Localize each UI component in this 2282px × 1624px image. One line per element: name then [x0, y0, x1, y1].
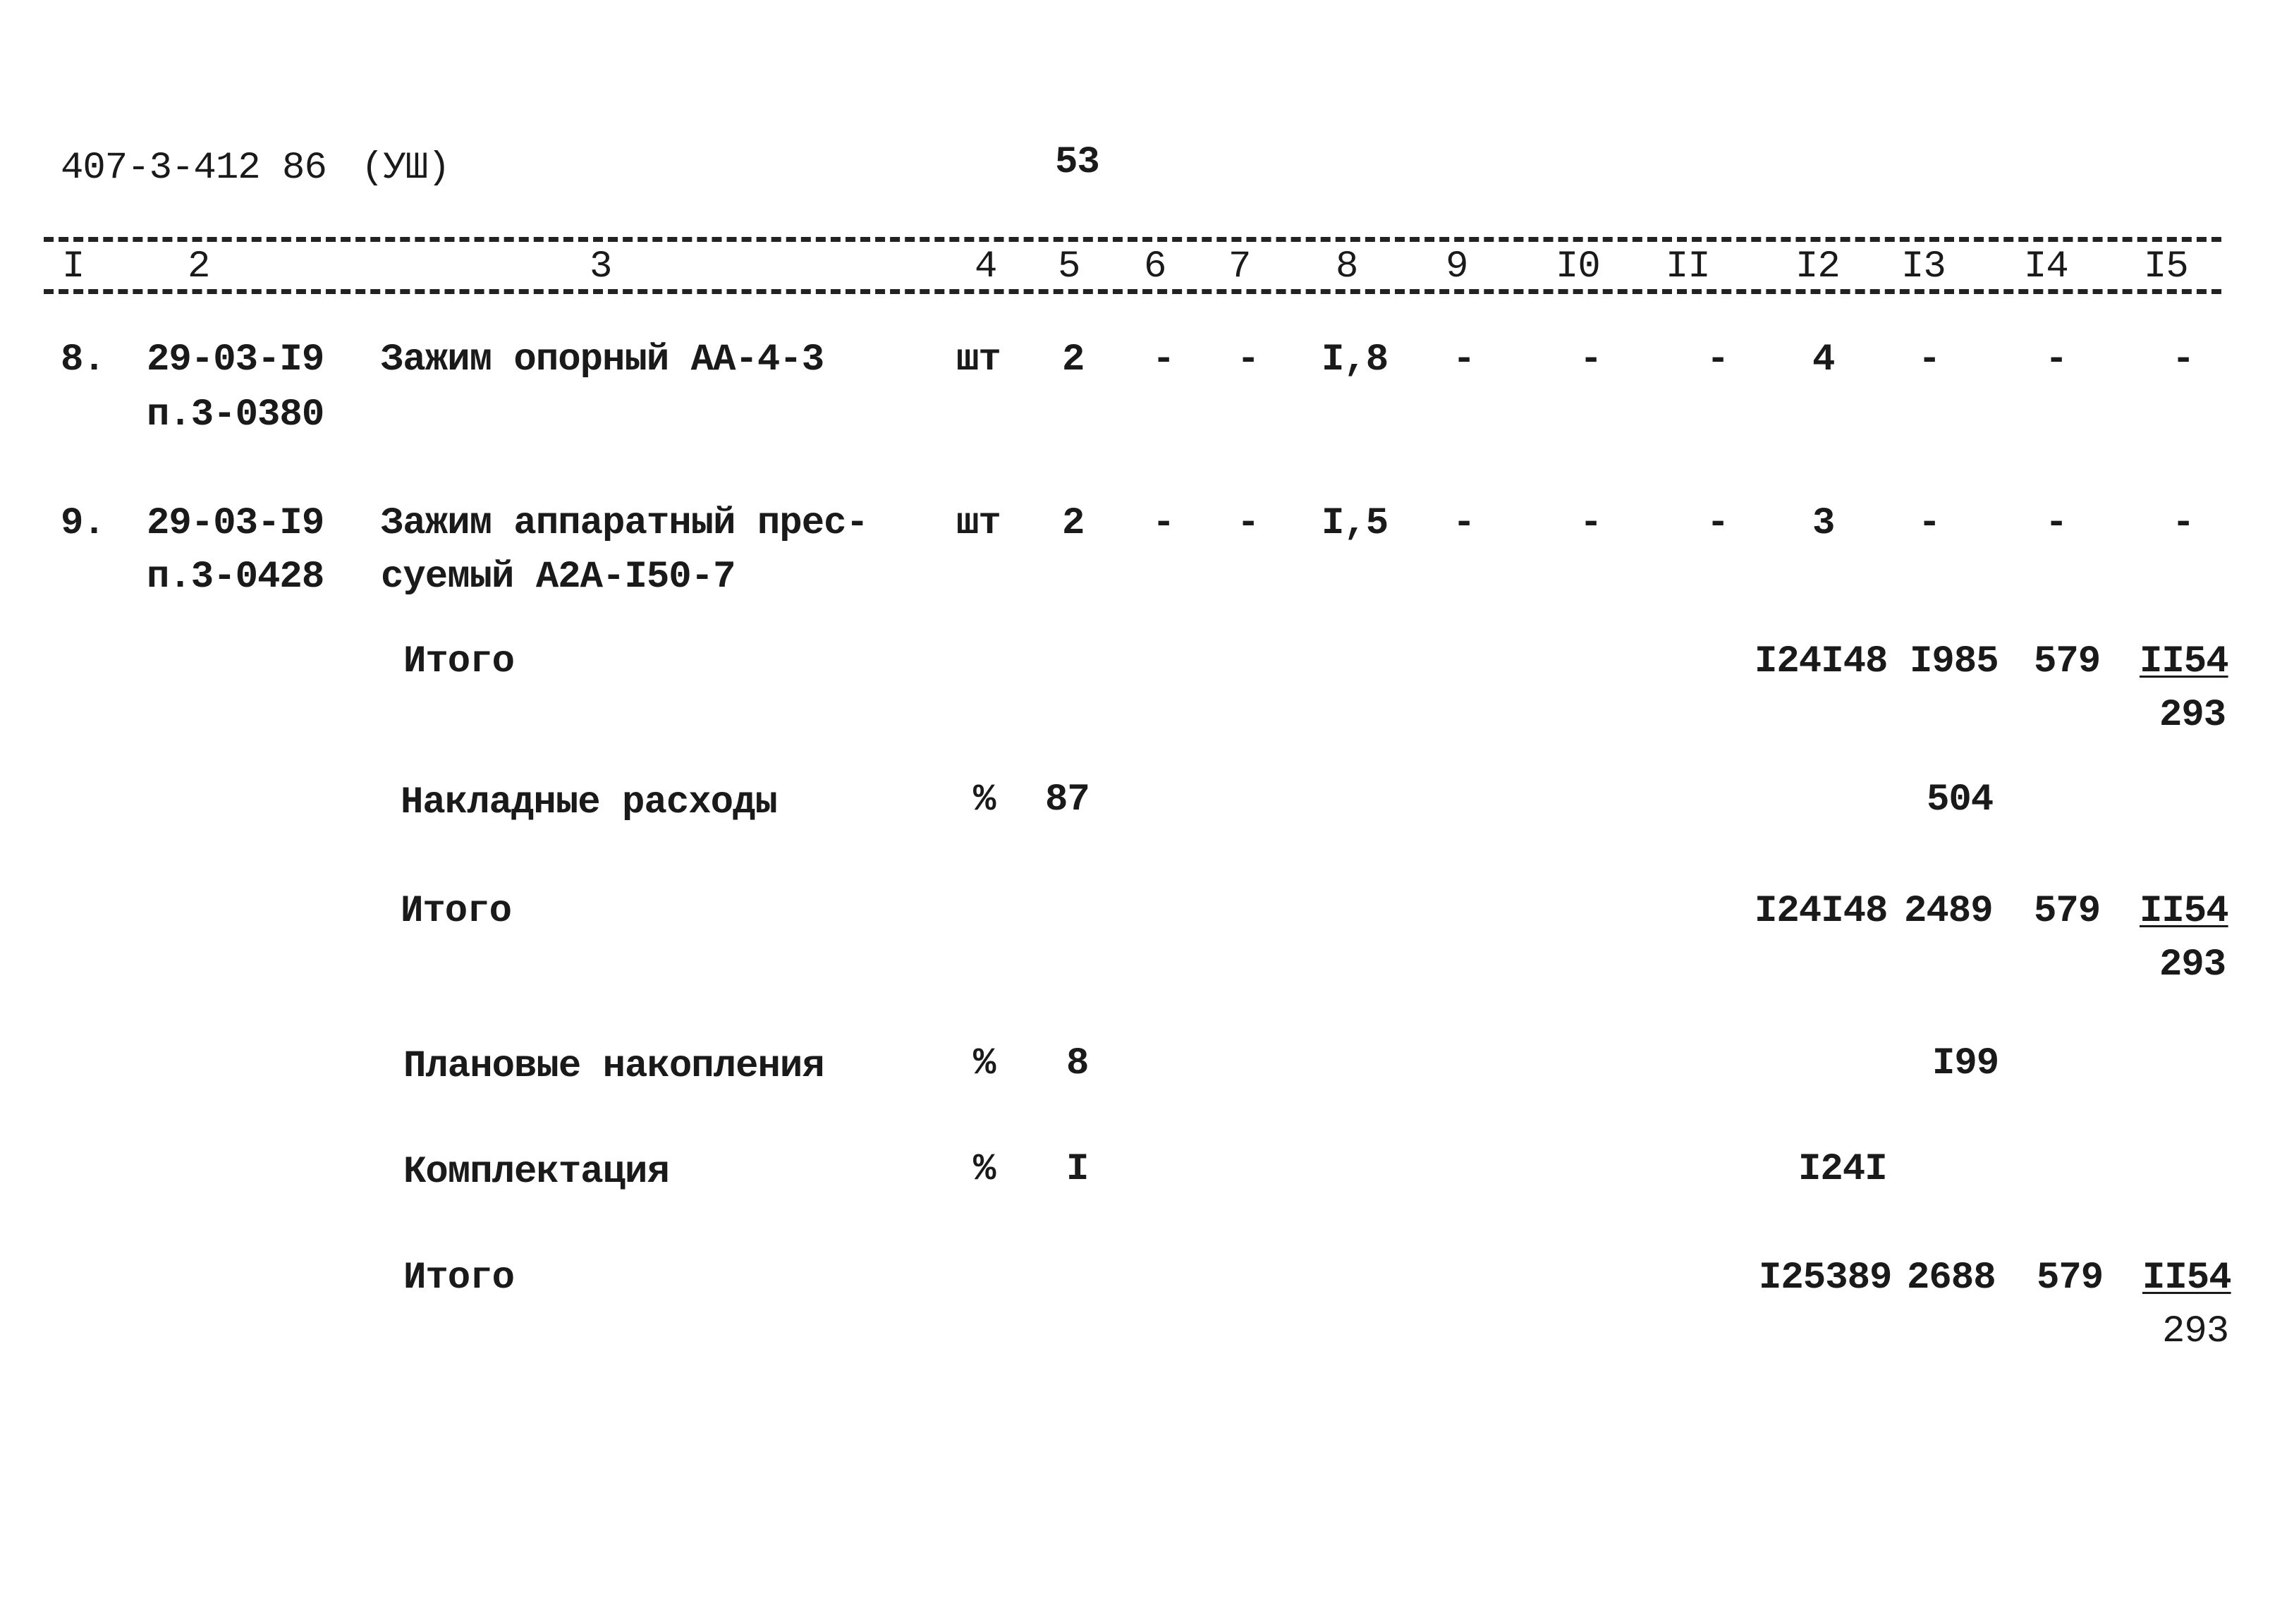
summary-value: 8: [1066, 1042, 1089, 1085]
col-header-10: I0: [1556, 245, 1600, 288]
col-header-8: 8: [1336, 245, 1358, 288]
row-col-7: -: [1237, 338, 1259, 381]
summary-col-15-bottom: 293: [2162, 1310, 2229, 1353]
row-name: Зажим аппаратный прес-: [381, 502, 868, 545]
row-col-7: -: [1237, 502, 1259, 545]
row-code: 29-03-I9: [147, 502, 324, 545]
summary-col-15-bottom: 293: [2159, 694, 2226, 737]
summary-label: Итого: [401, 890, 512, 933]
col-header-4: 4: [975, 245, 997, 288]
summary-col-12: I24I: [1798, 1148, 1887, 1191]
row-col-11: -: [1707, 502, 1729, 545]
row-col-12: 4: [1812, 338, 1835, 381]
col-header-12: I2: [1795, 245, 1840, 288]
row-number: 9.: [61, 502, 105, 545]
summary-col-15-bottom: 293: [2159, 944, 2226, 987]
summary-col-12: I25389: [1759, 1257, 1892, 1300]
row-col-8: I,8: [1322, 338, 1389, 381]
summary-col-15-top: II54: [2142, 1257, 2231, 1300]
page-number: 53: [1055, 141, 1099, 184]
summary-col-13: 504: [1927, 779, 1994, 822]
summary-unit: %: [973, 779, 996, 822]
row-col-12: 3: [1812, 502, 1835, 545]
col-header-15: I5: [2144, 245, 2188, 288]
col-header-13: I3: [1901, 245, 1946, 288]
col-header-6: 6: [1144, 245, 1166, 288]
row-col-10: -: [1580, 338, 1602, 381]
summary-value: 87: [1045, 779, 1090, 822]
summary-col-12: I24I48: [1755, 890, 1888, 933]
row-col-15: -: [2172, 338, 2195, 381]
row-col-13: -: [1918, 338, 1941, 381]
col-header-14: I4: [2024, 245, 2068, 288]
doc-series: (УШ): [361, 147, 450, 190]
summary-col-13: 2489: [1904, 890, 1993, 933]
row-col-6: -: [1152, 502, 1175, 545]
row-code: 29-03-I9: [147, 338, 324, 381]
header-rule-top: [44, 237, 2221, 242]
summary-label: Итого: [403, 640, 515, 683]
row-col-13: -: [1918, 502, 1941, 545]
summary-label: Плановые накопления: [403, 1045, 824, 1088]
summary-col-15-top: II54: [2140, 640, 2228, 683]
row-name-cont: суемый А2А-I50-7: [381, 556, 736, 599]
summary-col-13: I99: [1932, 1042, 1999, 1085]
col-header-3: 3: [590, 245, 612, 288]
row-col-9: -: [1453, 338, 1475, 381]
col-header-11: II: [1666, 245, 1710, 288]
row-col-8: I,5: [1322, 502, 1389, 545]
summary-value: I: [1066, 1148, 1089, 1191]
row-qty: 2: [1062, 502, 1085, 545]
summary-label: Накладные расходы: [401, 781, 777, 824]
col-header-7: 7: [1228, 245, 1251, 288]
row-name: Зажим опорный АА-4-3: [381, 338, 824, 381]
doc-code: 407-3-412 86: [61, 147, 327, 190]
summary-col-14: 579: [2037, 1257, 2104, 1300]
summary-col-14: 579: [2034, 640, 2101, 683]
summary-unit: %: [973, 1042, 996, 1085]
header-rule-bottom: [44, 289, 2221, 294]
row-col-14: -: [2045, 338, 2068, 381]
col-header-9: 9: [1446, 245, 1468, 288]
row-unit: шт: [956, 338, 1001, 381]
summary-label: Итого: [403, 1257, 515, 1300]
summary-label: Комплектация: [403, 1151, 669, 1194]
row-col-9: -: [1453, 502, 1475, 545]
col-header-1: I: [62, 245, 85, 288]
row-col-10: -: [1580, 502, 1602, 545]
summary-col-15-top: II54: [2140, 890, 2228, 933]
summary-col-14: 579: [2034, 890, 2101, 933]
summary-unit: %: [973, 1148, 996, 1191]
row-code-ref: п.3-0380: [147, 393, 324, 436]
col-header-5: 5: [1058, 245, 1080, 288]
summary-col-13: 2688: [1907, 1257, 1996, 1300]
row-col-6: -: [1152, 338, 1175, 381]
row-qty: 2: [1062, 338, 1085, 381]
row-col-11: -: [1707, 338, 1729, 381]
row-col-14: -: [2045, 502, 2068, 545]
row-code-ref: п.3-0428: [147, 556, 324, 599]
row-col-15: -: [2172, 502, 2195, 545]
summary-col-13: I985: [1910, 640, 1999, 683]
row-number: 8.: [61, 338, 105, 381]
row-unit: шт: [956, 502, 1001, 545]
summary-col-12: I24I48: [1755, 640, 1888, 683]
col-header-2: 2: [188, 245, 210, 288]
